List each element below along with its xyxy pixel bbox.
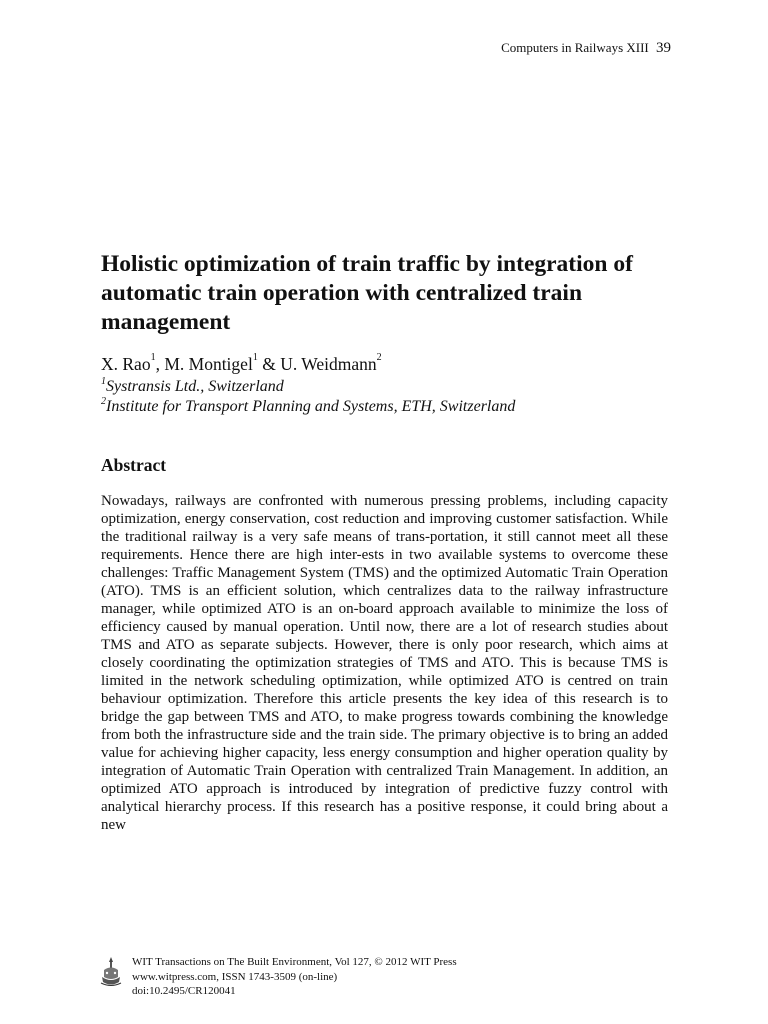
author-name: U. Weidmann (280, 354, 377, 374)
abstract-heading: Abstract (101, 455, 167, 475)
page-footer (98, 955, 457, 999)
abstract-body: Nowadays, railways are confronted with numerous pressing problems, including capacity optimization, energy conservation, cost reduction and improving customer satisfaction. While the traditional railway is a very safe means of trans-portation, it still cannot meet all these requirements. Hence there are high inter-ests in two available systems to overcome these challenges: Traffic Management System (TMS) and the optimized Automatic Train Operation (ATO). TMS is an efficient solution, which centralizes data to the railway infrastructure manager, while optimized ATO is an on-board approach available to minimize the loss of efficiency caused by manual operation. Until now, there are a lot of research studies about TMS and ATO as separate subjects. However, there is only poor research, which aims at closely coordinating the optimization strategies of TMS and ATO. This is because TMS is limited in the network scheduling optimization, while optimized ATO is centred on train behaviour optimization. Therefore this article presents the key idea of this research is to bridge the gap between TMS and ATO, to make progress towards combining the knowledge from both the infrastructure side and the train side. The primary objective is to bring an added value for achieving higher capacity, less energy consumption and higher operation quality by integration of Automatic Train Operation with centralized Train Management. In addition, an optimized ATO approach is introduced by integration of predictive fuzzy control with analytical hierarchy process. If this research has a positive response, it could bring about a new (101, 493, 668, 833)
running-header (501, 40, 671, 57)
affiliation-marker: 2 (101, 396, 106, 407)
affiliation-text: Systransis Ltd., Switzerland (106, 378, 284, 395)
author-separator: & (257, 354, 281, 374)
footer-citation: WIT Transactions on The Built Environment, Vol 127, © 2012 WIT Press (132, 956, 457, 968)
affiliation-text: Institute for Transport Planning and Systems, ETH, Switzerland (106, 398, 516, 415)
author-affil-marker: 2 (376, 352, 382, 363)
paper-title: Holistic optimization of train traffic by integration of automatic train operation with centralized train management (101, 251, 633, 335)
footer-doi: doi:10.2495/CR120041 (132, 985, 236, 997)
wit-press-logo-icon (98, 955, 124, 989)
author-separator: , (155, 354, 165, 374)
affiliation (101, 398, 515, 416)
author-list (101, 354, 382, 375)
footer-text (132, 955, 457, 999)
author-name: X. Rao (101, 354, 151, 374)
journal-name: Computers in Railways XIII (501, 40, 649, 55)
author-affil-marker: 1 (252, 352, 258, 363)
footer-issn: www.witpress.com, ISSN 1743-3509 (on-line) (132, 970, 338, 983)
affiliation (101, 378, 284, 396)
author-affil-marker: 1 (150, 352, 156, 363)
affiliation-marker: 1 (101, 376, 106, 387)
page-number: 39 (656, 40, 671, 56)
author-name: M. Montigel (164, 354, 253, 374)
